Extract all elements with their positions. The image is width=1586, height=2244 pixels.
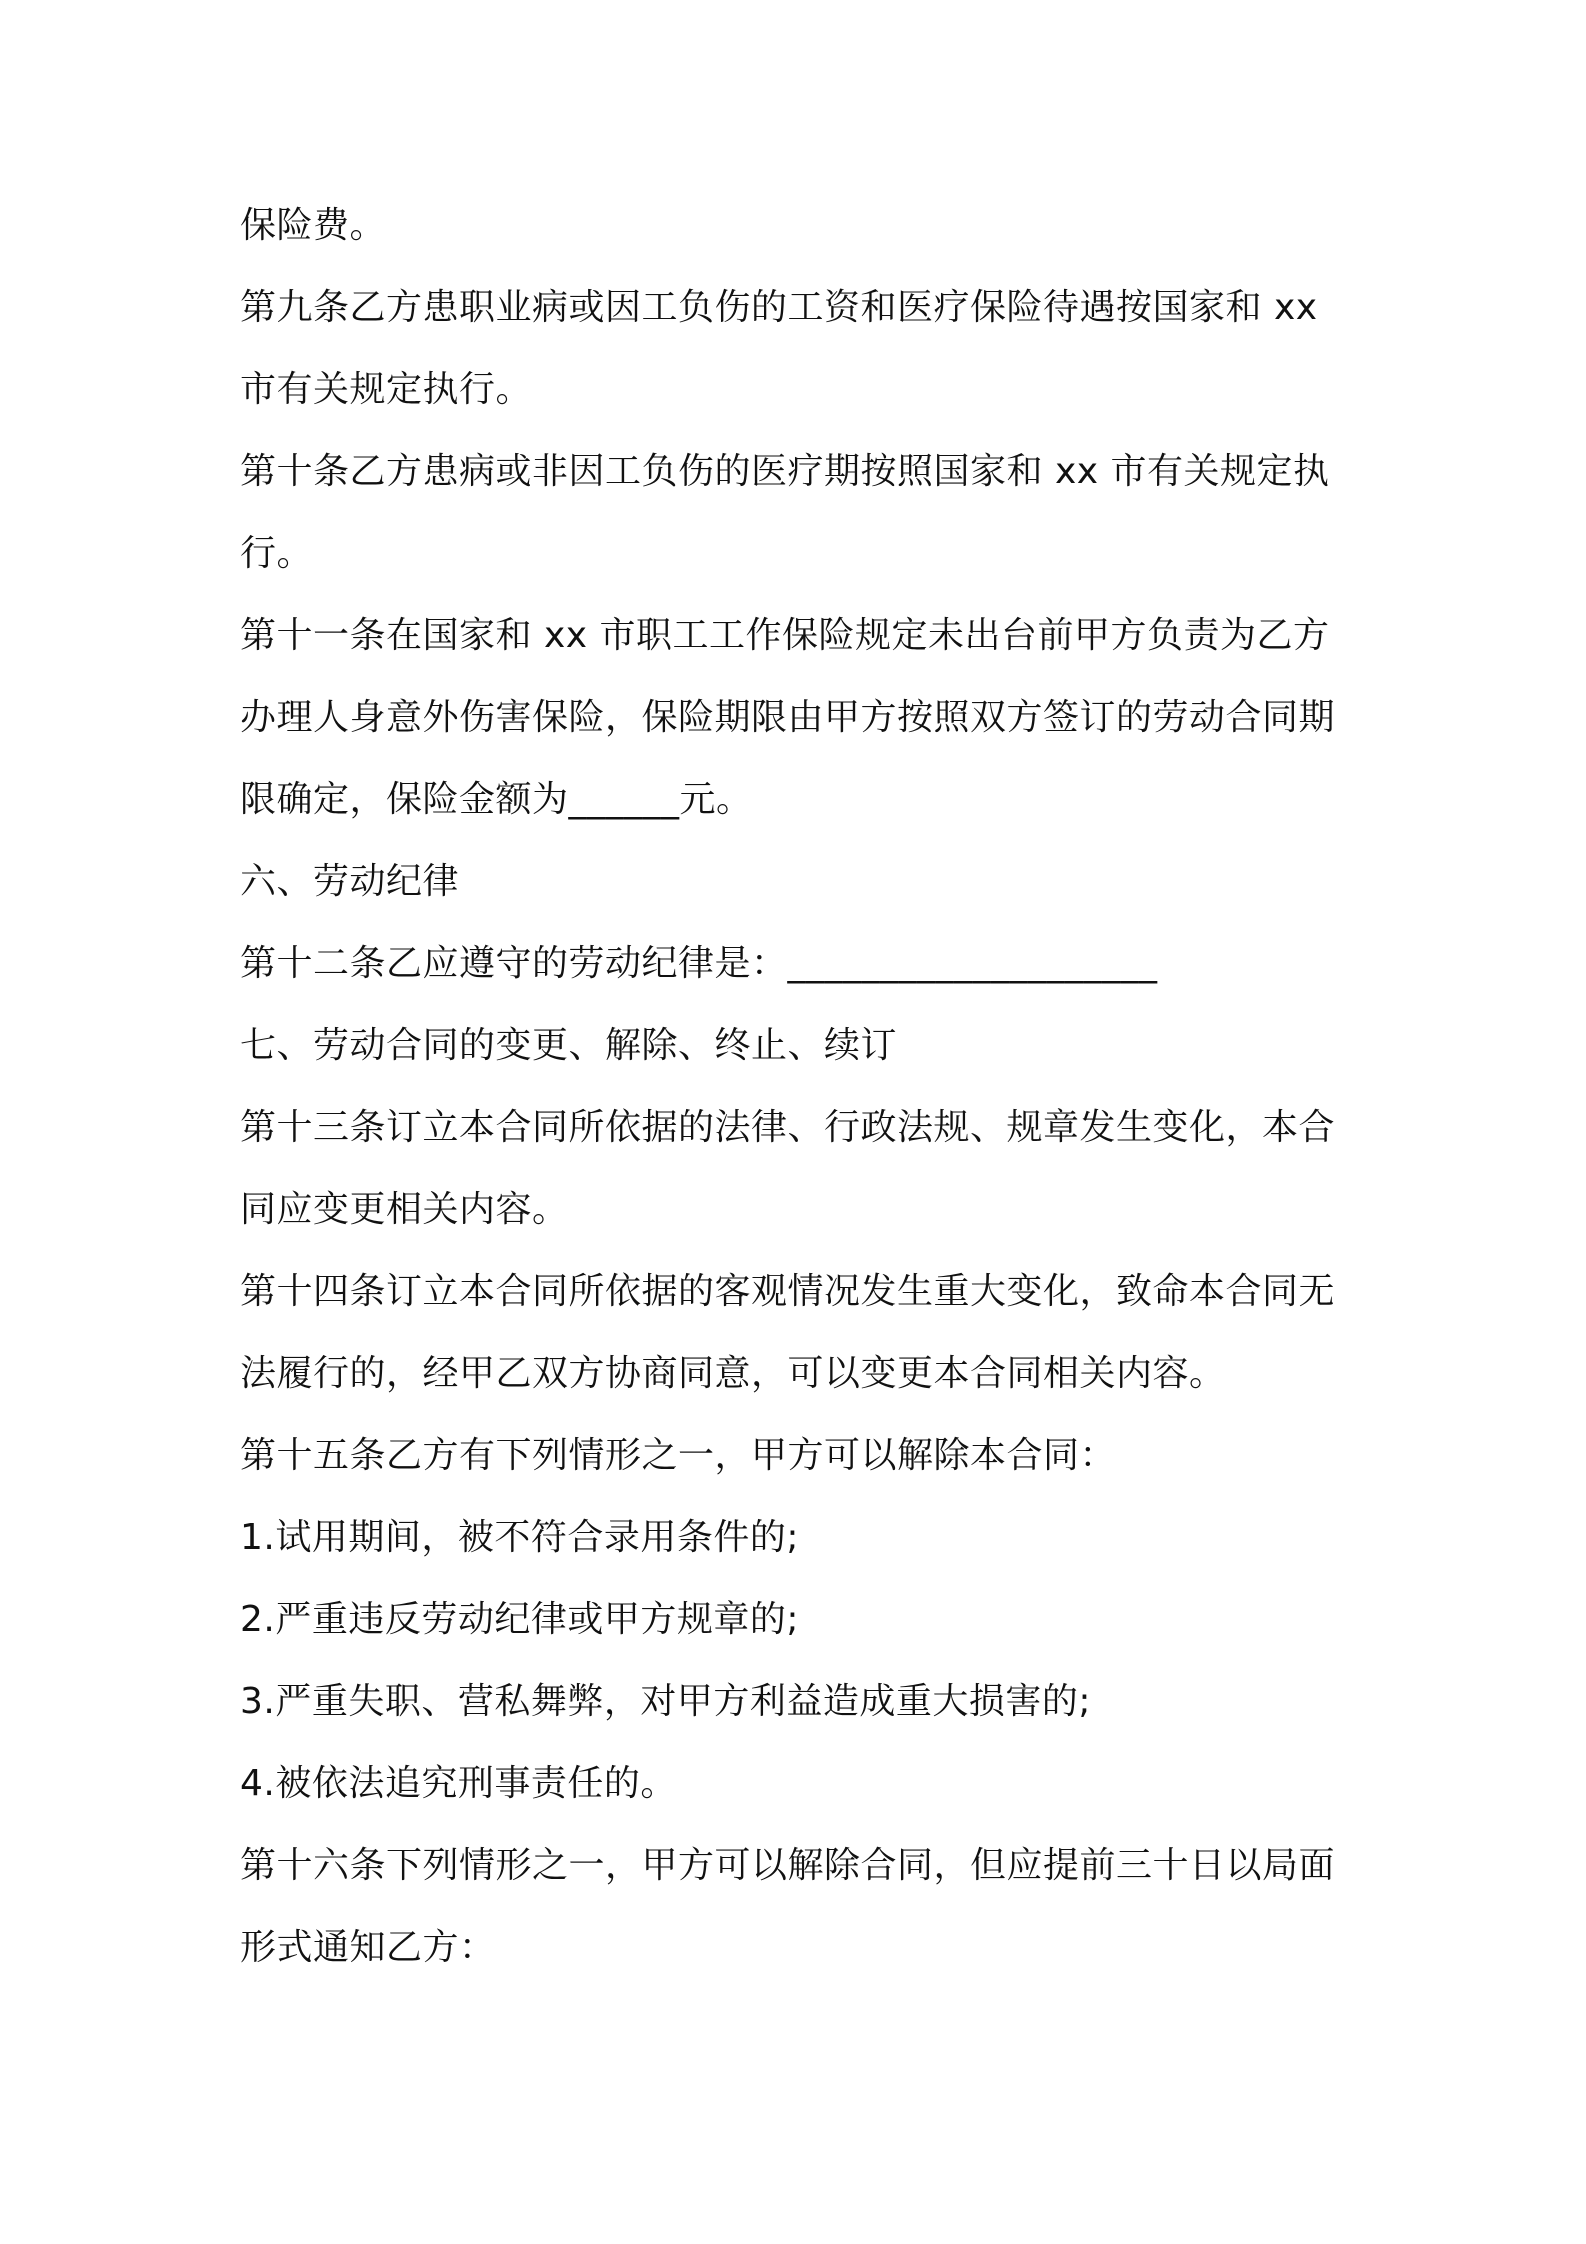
text-line: 保险费。 — [240, 205, 387, 246]
article-9-line-1: 第九条乙方患职业病或因工负伤的工资和医疗保险待遇按国家和 xx — [240, 287, 1318, 328]
article-14-line-1: 第十四条订立本合同所依据的客观情况发生重大变化，致命本合同无 — [240, 1271, 1336, 1312]
article-14-line-2: 法履行的，经甲乙双方协商同意，可以变更本合同相关内容。 — [240, 1353, 1226, 1394]
list-item-3: 3.严重失职、营私舞弊，对甲方利益造成重大损害的; — [240, 1681, 1091, 1722]
article-15-line: 第十五条乙方有下列情形之一，甲方可以解除本合同： — [240, 1435, 1117, 1476]
section-heading-6: 六、劳动纪律 — [240, 861, 460, 902]
document-page — [240, 200, 1360, 2004]
article-12-line: 第十二条乙应遵守的劳动纪律是：____________________ — [240, 943, 1158, 984]
article-16-line-1: 第十六条下列情形之一，甲方可以解除合同，但应提前三十日以局面 — [240, 1845, 1336, 1886]
list-item-1: 1.试用期间，被不符合录用条件的; — [240, 1517, 799, 1558]
list-item-2: 2.严重违反劳动纪律或甲方规章的; — [240, 1599, 799, 1640]
article-11-line-3: 限确定，保险金额为______元。 — [240, 779, 753, 820]
article-11-line-1: 第十一条在国家和 xx 市职工工作保险规定未出台前甲方负责为乙方 — [240, 615, 1330, 656]
section-heading-7: 七、劳动合同的变更、解除、终止、续订 — [240, 1025, 898, 1066]
article-13-line-1: 第十三条订立本合同所依据的法律、行政法规、规章发生变化，本合 — [240, 1107, 1336, 1148]
article-9-line-2: 市有关规定执行。 — [240, 369, 533, 410]
article-16-line-2: 形式通知乙方： — [240, 1927, 496, 1968]
list-item-4: 4.被依法追究刑事责任的。 — [240, 1763, 677, 1804]
article-13-line-2: 同应变更相关内容。 — [240, 1189, 569, 1230]
article-10-line-2: 行。 — [240, 533, 314, 574]
article-11-line-2: 办理人身意外伤害保险，保险期限由甲方按照双方签订的劳动合同期 — [240, 697, 1336, 738]
article-10-line-1: 第十条乙方患病或非因工负伤的医疗期按照国家和 xx 市有关规定执 — [240, 451, 1330, 492]
